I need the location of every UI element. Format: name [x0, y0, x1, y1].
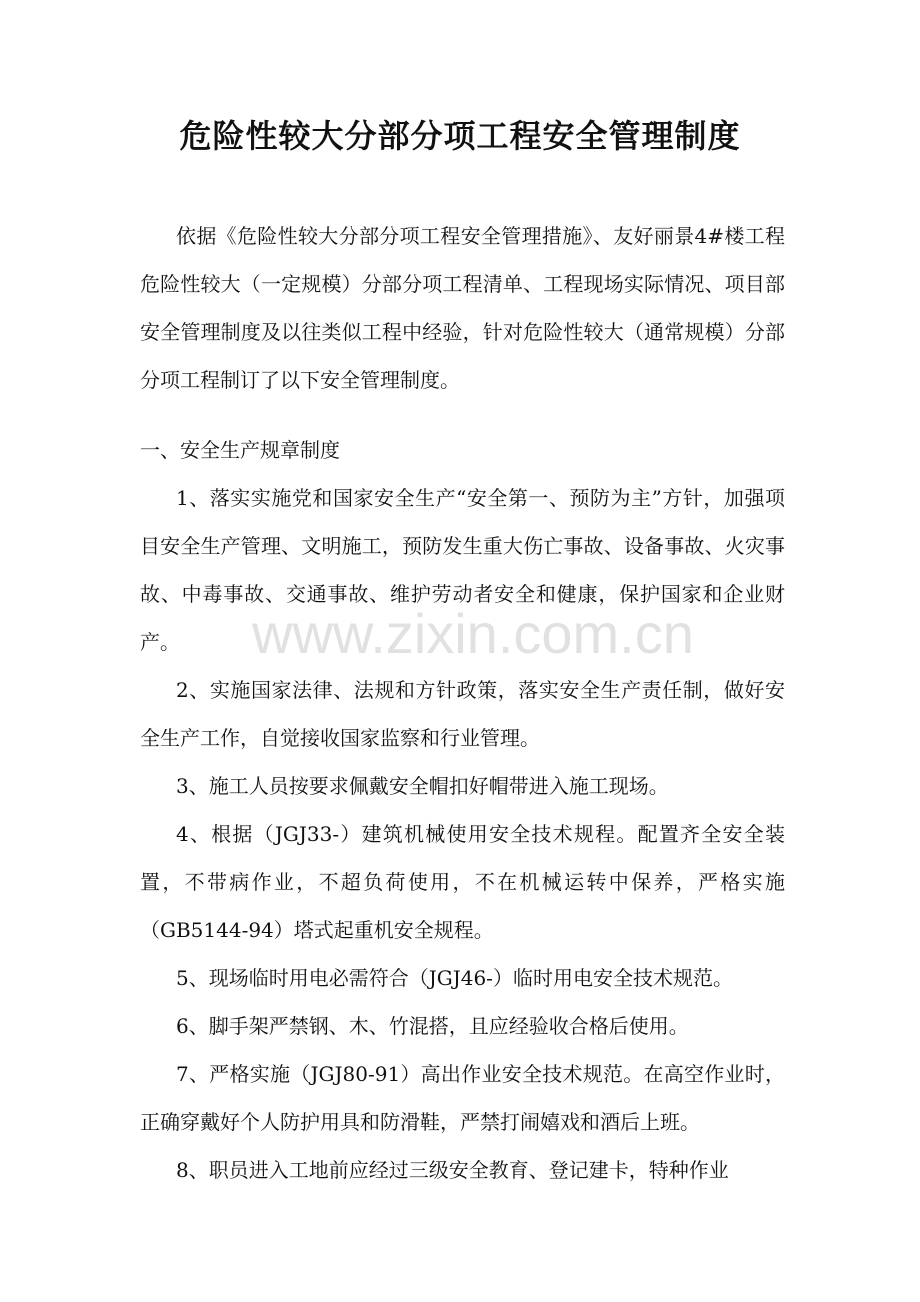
clause-1: 1、落实实施党和国家安全生产“安全第一、预防为主”方针，加强项目安全生产管理、文明施工，预防发生重大伤亡事故、设备事故、火灾事故、中毒事故、交通事故、维护劳动者安全和健康，保护国家和企业财产。	[140, 486, 785, 654]
watermark-text: www.zixin.com.cn	[252, 602, 694, 665]
clause-7: 7、严格实施（JGJ80-91）高出作业安全技术规范。在高空作业时，正确穿戴好个人防护用具和防滑鞋，严禁打闹嬉戏和酒后上班。	[140, 1062, 785, 1134]
document-title: 危险性较大分部分项工程安全管理制度	[179, 117, 741, 155]
section-heading: 一、安全生产规章制度	[140, 438, 340, 462]
clause-5: 5、现场临时用电必需符合（JGJ46-）临时用电安全技术规范。	[176, 966, 733, 990]
clause-6: 6、脚手架严禁钢、木、竹混搭，且应经验收合格后使用。	[176, 1014, 689, 1038]
clause-3: 3、施工人员按要求佩戴安全帽扣好帽带进入施工现场。	[176, 774, 669, 798]
intro-paragraph: 依据《危险性较大分部分项工程安全管理措施》、友好丽景4#楼工程危险性较大（一定规模）分部分项工程清单、工程现场实际情况、项目部安全管理制度及以往类似工程中经验，针对危险性较大（通常规模）分部分项工程制订了以下安全管理制度。	[140, 224, 785, 392]
clause-2: 2、实施国家法律、法规和方针政策，落实安全生产责任制，做好安全生产工作，自觉接收国家监察和行业管理。	[140, 678, 785, 750]
clause-4: 4、根据（JGJ33-）建筑机械使用安全技术规程。配置齐全安全装置，不带病作业，不超负荷使用，不在机械运转中保养，严格实施（GB5144-94）塔式起重机安全规程。	[140, 822, 785, 942]
clause-8: 8、职员进入工地前应经过三级安全教育、登记建卡，特种作业	[176, 1158, 729, 1182]
